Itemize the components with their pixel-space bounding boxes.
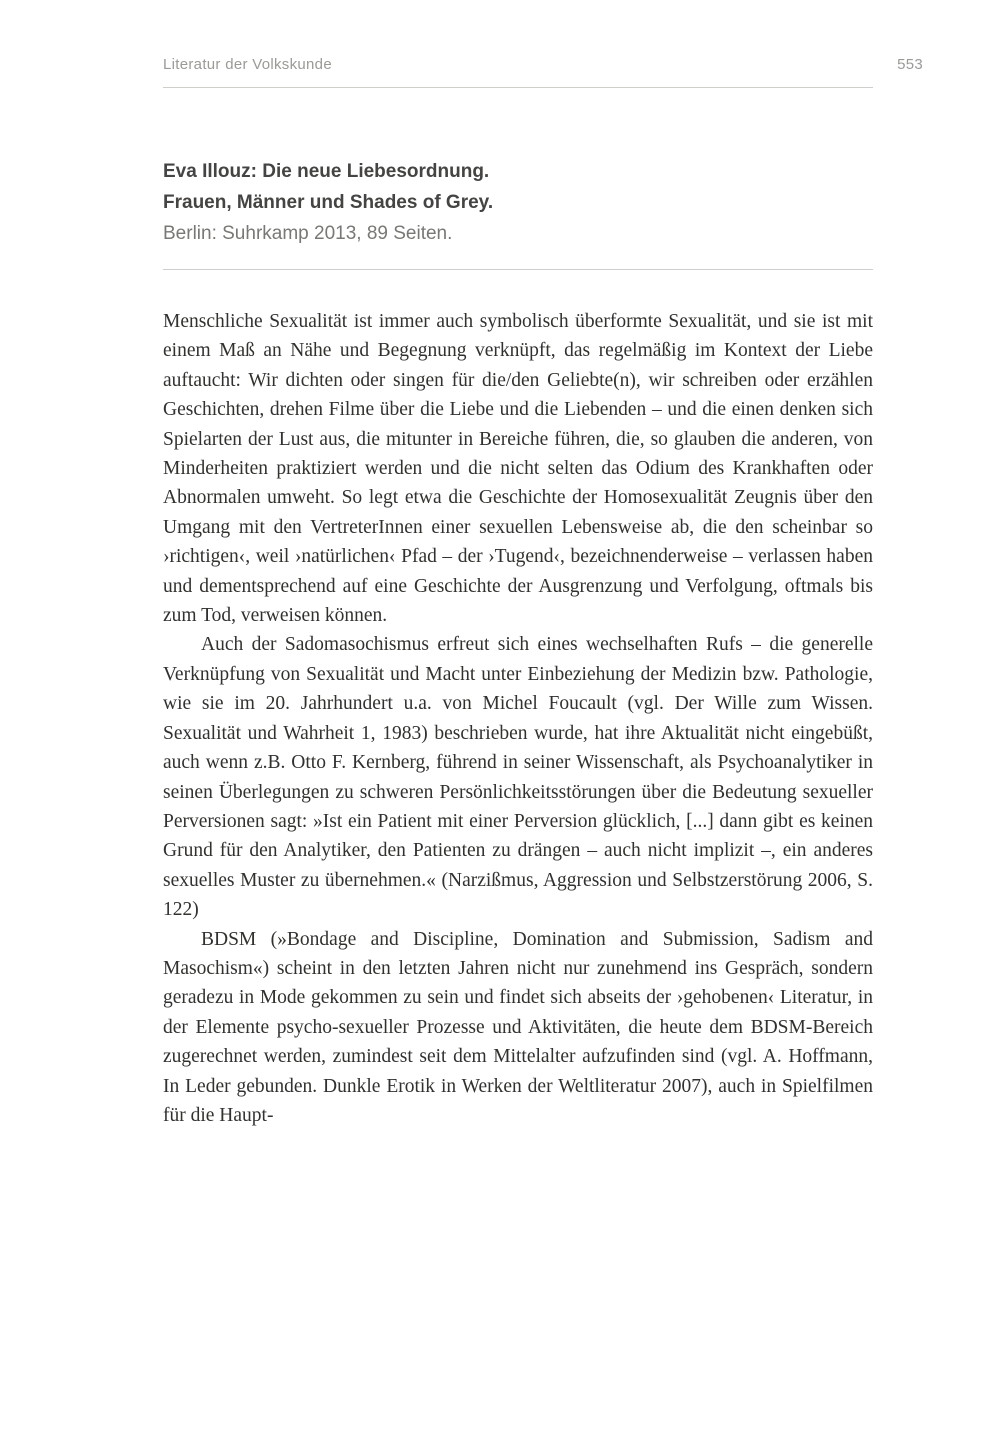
body-paragraph-1: Menschliche Sexualität ist immer auch symbolisch überformte Sexualität, und sie ist mit einem Maß an Nähe und Begegnung verknüpft, das regelmäßig im Kontext der Liebe auftaucht: Wir dichten oder singen für die/den Geliebte(n), wir schreiben oder erzählen Geschichten, drehen Filme über die Liebe und die Liebenden – und die einen denken sich Spielarten der Lust aus, die mitunter in Bereiche führen, die, so glauben die anderen, von Minderheiten praktiziert werden und die nicht selten das Odium des Krankhaften oder Abnormalen umweht. So legt etwa die Geschichte der Homosexualität Zeugnis über den Umgang mit den VertreterInnen einer sexuellen Lebensweise ab, die den scheinbar so ›richtigen‹, weil ›natürlichen‹ Pfad – der ›Tugend‹, bezeichnenderweise – verlassen haben und dementsprechend auf eine Geschichte der Ausgrenzung und Verfolgung, oftmals bis zum Tod, verweisen können. bbox=[163, 311, 873, 627]
header-divider bbox=[163, 87, 873, 88]
running-header-title: Literatur der Volkskunde bbox=[163, 56, 332, 73]
title-divider bbox=[163, 269, 873, 270]
body-paragraph-2: Auch der Sadomasochismus erfreut sich eines wechselhaften Rufs – die generelle Verknüpfung von Sexualität und Macht unter Einbeziehung der Medizin bzw. Pathologie, wie sie im 20. Jahrhundert u.a. von Michel Foucault (vgl. Der Wille zum Wissen. Sexualität und Wahrheit 1, 1983) beschrieben wurde, hat ihre Aktualität nicht eingebüßt, auch wenn z.B. Otto F. Kernberg, führend in seiner Wissenschaft, als Psychoanalytiker in seinen Überlegungen zu schweren Persönlichkeitsstörungen über die Bedeutung sexueller Perversionen sagt: »Ist ein Patient mit einer Perversion glücklich, [...] dann gibt es keinen Grund für den Analytiker, den Patienten zu drängen – auch nicht implizit –, ein anderes sexuelles Muster zu übernehmen.« (Narzißmus, Aggression und Selbstzerstörung 2006, S. 122) bbox=[163, 634, 873, 921]
review-body bbox=[163, 307, 873, 1130]
review-heading bbox=[163, 156, 923, 249]
page-number: 553 bbox=[897, 56, 923, 73]
review-title-line2: Frauen, Männer und Shades of Grey. bbox=[163, 192, 494, 213]
running-header bbox=[163, 56, 923, 73]
review-publication-info: Berlin: Suhrkamp 2013, 89 Seiten. bbox=[163, 223, 453, 244]
review-title-line1: Eva Illouz: Die neue Liebesordnung. bbox=[163, 161, 490, 182]
body-paragraph-3: BDSM (»Bondage and Discipline, Domination and Submission, Sadism and Masochism«) scheint in den letzten Jahren nicht nur zunehmend ins Gespräch, sondern geradezu in Mode gekommen zu sein und findet sich abseits der ›gehobenen‹ Literatur, in der Elemente psycho-sexueller Prozesse und Aktivitäten, die heute dem BDSM-Bereich zugerechnet werden, zumindest seit dem Mittelalter aufzufinden sind (vgl. A. Hoffmann, In Leder gebunden. Dunkle Erotik in Werken der Weltliteratur 2007), auch in Spielfilmen für die Haupt- bbox=[163, 928, 873, 1126]
